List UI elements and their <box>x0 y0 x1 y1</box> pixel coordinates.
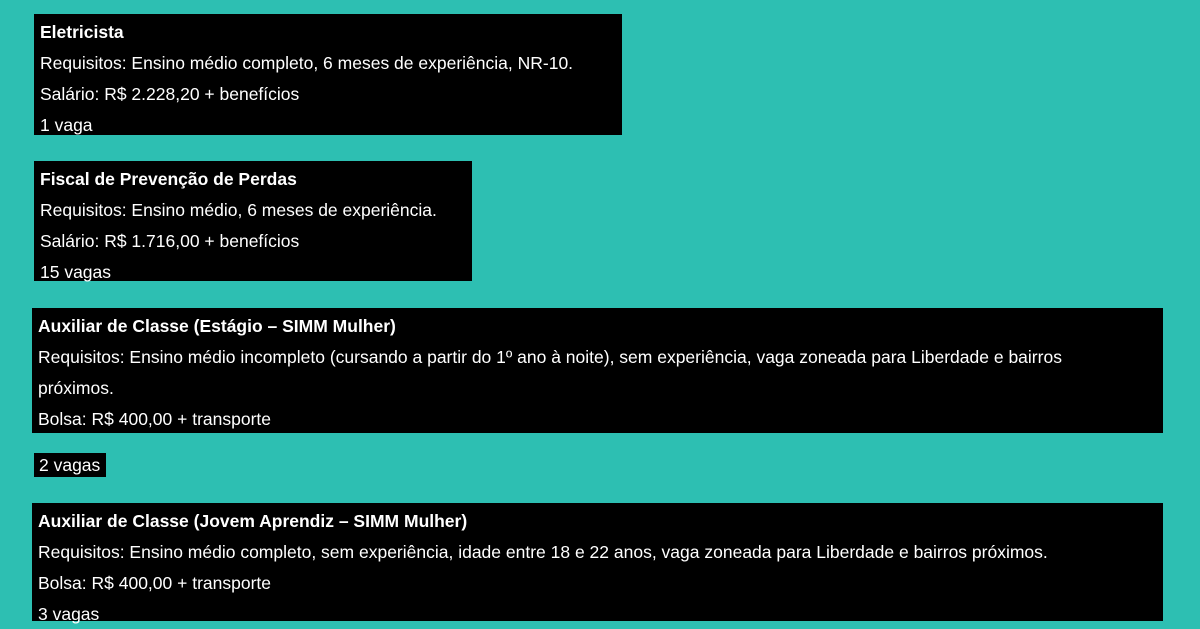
job-requirements-line-1: Requisitos: Ensino médio incompleto (cursando a partir do 1º ano à noite), sem experiência, vaga zoneada para Liberdade e bairros <box>38 347 1062 367</box>
job-title: Auxiliar de Classe (Estágio – SIMM Mulher) <box>38 316 396 336</box>
job-salary: Salário: R$ 2.228,20 + benefícios <box>40 84 300 104</box>
job-vacancies-chip: 2 vagas <box>34 453 106 477</box>
job-requirements: Requisitos: Ensino médio, 6 meses de experiência. <box>40 200 437 220</box>
job-card-auxiliar-classe-jovem-aprendiz <box>32 503 1163 624</box>
job-requirements: Requisitos: Ensino médio completo, sem experiência, idade entre 18 e 22 anos, vaga zoneada para Liberdade e bairros próximos. <box>38 542 1048 562</box>
job-card-auxiliar-classe-estagio <box>32 308 1163 433</box>
job-title: Auxiliar de Classe (Jovem Aprendiz – SIMM Mulher) <box>38 511 468 531</box>
job-vacancies: 15 vagas <box>40 262 112 282</box>
job-title: Fiscal de Prevenção de Perdas <box>40 169 297 189</box>
job-salary: Salário: R$ 1.716,00 + benefícios <box>40 231 300 251</box>
job-card-fiscal-prevencao-perdas <box>34 161 472 281</box>
job-title: Eletricista <box>40 22 124 42</box>
job-vacancies: 3 vagas <box>38 604 100 624</box>
job-vacancies: 1 vaga <box>40 115 93 135</box>
job-grant: Bolsa: R$ 400,00 + transporte <box>38 409 271 429</box>
job-requirements-line-2: próximos. <box>38 378 114 398</box>
job-card-eletricista <box>34 14 622 135</box>
job-grant: Bolsa: R$ 400,00 + transporte <box>38 573 271 593</box>
job-requirements: Requisitos: Ensino médio completo, 6 meses de experiência, NR-10. <box>40 53 574 73</box>
